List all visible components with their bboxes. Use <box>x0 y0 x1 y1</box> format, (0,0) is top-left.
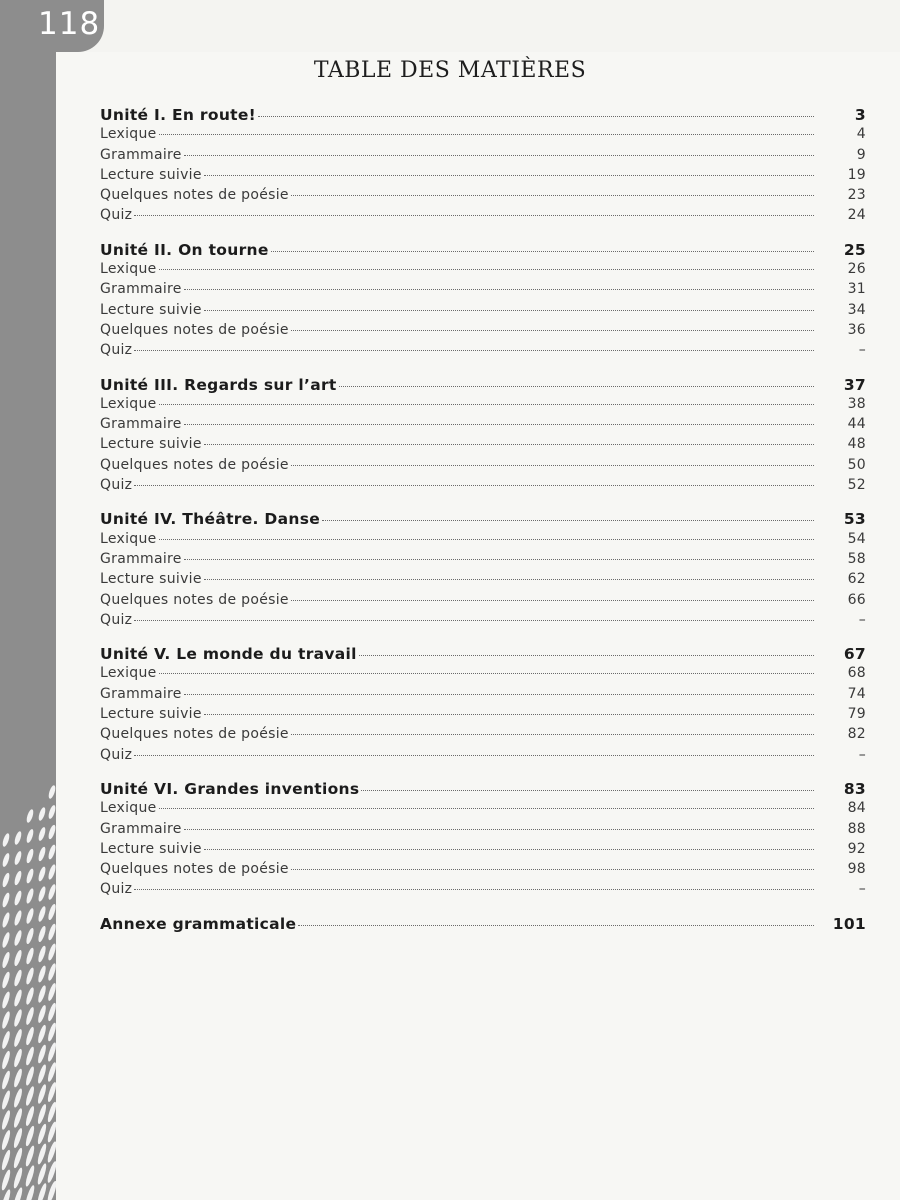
decorative-dot <box>47 1002 56 1022</box>
toc-page-number: 101 <box>832 914 866 933</box>
toc-entry-label: Quelques notes de poésie <box>100 726 289 743</box>
toc-entry-label: Grammaire <box>100 146 182 163</box>
toc-page-number: 82 <box>847 726 866 743</box>
toc-entry[interactable] <box>100 457 866 477</box>
toc-page-number: 98 <box>847 861 866 878</box>
decorative-dot <box>24 1066 35 1087</box>
dot-leader <box>159 403 814 405</box>
toc-entry[interactable] <box>100 147 866 167</box>
toc-unit-1 <box>100 106 866 228</box>
toc-entry[interactable] <box>100 592 866 612</box>
table-of-contents <box>100 106 866 948</box>
toc-entry[interactable] <box>100 416 866 436</box>
decorative-dot <box>12 1088 23 1109</box>
decorative-dot <box>24 1184 36 1200</box>
toc-entry-label: Quelques notes de poésie <box>100 591 289 608</box>
toc-entry-label: Lexique <box>100 665 157 682</box>
dot-leader <box>184 288 814 290</box>
toc-unit-2 <box>100 241 866 363</box>
decorative-dot <box>24 1105 35 1126</box>
decorative-dot <box>25 888 35 905</box>
toc-page-number: 26 <box>847 261 866 278</box>
toc-page-number: 79 <box>847 706 866 723</box>
decorative-dot <box>47 883 56 900</box>
toc-entry[interactable] <box>100 281 866 301</box>
toc-heading-label: Unité I. En route! <box>100 106 257 124</box>
decorative-dot <box>47 923 56 941</box>
toc-heading-label: Unité III. Regards sur l’art <box>100 375 337 394</box>
toc-entry[interactable] <box>100 612 866 632</box>
toc-page-number: 9 <box>856 146 866 163</box>
toc-page-number: 48 <box>847 436 866 453</box>
dot-leader <box>298 924 814 926</box>
decorative-dot <box>47 1022 56 1042</box>
decorative-dot <box>25 848 35 864</box>
toc-entry-label: Quiz <box>100 207 133 224</box>
toc-entry[interactable] <box>100 126 866 146</box>
toc-entry-label: Lecture suivie <box>100 571 202 588</box>
dot-leader <box>359 654 814 656</box>
toc-page-number: 36 <box>847 321 866 338</box>
toc-entry[interactable] <box>100 726 866 746</box>
decorative-dot <box>13 1048 24 1068</box>
decorative-dot <box>37 1004 48 1023</box>
toc-page-number: 38 <box>847 395 866 412</box>
decorative-dot <box>24 1165 36 1188</box>
decorative-dot <box>1 971 11 989</box>
dot-leader <box>159 133 814 135</box>
toc-entry[interactable] <box>100 187 866 207</box>
toc-page-number: – <box>858 342 866 359</box>
decorative-dot <box>1 931 11 948</box>
toc-page-number: – <box>858 611 866 628</box>
decorative-dot <box>47 963 56 982</box>
decorative-dot <box>13 831 22 846</box>
toc-entry-label: Grammaire <box>100 550 182 567</box>
toc-entry-label: Quelques notes de poésie <box>100 187 289 204</box>
decorative-dot <box>12 1147 24 1169</box>
toc-page-number: 54 <box>847 530 866 547</box>
toc-heading-label: Unité IV. Théâtre. Danse <box>100 510 321 529</box>
toc-page-number: 88 <box>847 820 866 837</box>
toc-entry-label: Lexique <box>100 530 157 547</box>
toc-entry-label: Lexique <box>100 395 157 412</box>
decorative-dot <box>47 824 56 840</box>
decorative-dot <box>46 1101 56 1123</box>
decorative-dot <box>13 870 23 886</box>
toc-entry-label: Quiz <box>100 881 133 898</box>
decorative-dot <box>1 951 11 969</box>
toc-page-number: 3 <box>854 106 866 124</box>
toc-unit-heading[interactable] <box>100 106 866 126</box>
toc-unit-heading[interactable] <box>100 241 866 261</box>
dot-leader <box>134 484 814 486</box>
dot-leader <box>291 733 814 735</box>
dot-leader <box>134 349 814 351</box>
decorative-dot <box>36 1084 47 1105</box>
toc-entry[interactable] <box>100 436 866 456</box>
toc-entry[interactable] <box>100 531 866 551</box>
decorative-dot <box>25 907 35 924</box>
decorative-dot <box>37 886 47 903</box>
toc-unit-heading[interactable] <box>100 645 866 665</box>
dot-leader <box>204 848 814 850</box>
toc-entry-label: Quelques notes de poésie <box>100 321 289 338</box>
decorative-dot <box>25 1046 36 1066</box>
toc-page-number: 4 <box>856 126 866 143</box>
decorative-dot <box>36 1143 48 1165</box>
toc-entry-label: Quiz <box>100 611 133 628</box>
decorative-dot <box>25 809 34 824</box>
toc-entry[interactable] <box>100 571 866 591</box>
dot-leader <box>322 519 814 521</box>
dot-leader <box>184 693 814 695</box>
toc-entry-label: Grammaire <box>100 685 182 702</box>
decorative-dot <box>25 987 36 1006</box>
toc-heading-label: Annexe grammaticale <box>100 914 297 933</box>
decorative-dot <box>13 910 23 927</box>
decorative-dot <box>0 1129 11 1150</box>
dot-leader <box>134 888 814 890</box>
dot-leader <box>134 754 814 756</box>
decorative-dot <box>13 1009 24 1028</box>
decorative-dot <box>13 989 23 1007</box>
toc-entry-label: Grammaire <box>100 820 182 837</box>
decorative-dot <box>1 852 10 867</box>
toc-annexe-heading[interactable] <box>100 915 866 935</box>
toc-page-number: 58 <box>847 550 866 567</box>
dot-leader <box>204 443 814 445</box>
decorative-dot <box>12 1167 24 1189</box>
decorative-dot <box>37 1044 48 1064</box>
toc-entry-label: Grammaire <box>100 281 182 298</box>
toc-page-number: 19 <box>847 166 866 183</box>
decorative-dot <box>47 785 56 800</box>
toc-page-number: 74 <box>847 685 866 702</box>
dot-leader <box>159 807 814 809</box>
decorative-dot-pattern <box>0 760 56 1200</box>
dot-leader <box>258 115 814 117</box>
decorative-dot <box>46 1081 56 1102</box>
dot-leader <box>184 828 814 830</box>
decorative-dot <box>36 1103 47 1124</box>
toc-heading-label: Unité VI. Grandes inventions <box>100 779 360 798</box>
toc-heading-label: Unité II. On tourne <box>100 240 269 259</box>
toc-unit-3 <box>100 376 866 498</box>
decorative-dot <box>47 943 56 961</box>
decorative-dot <box>13 1068 24 1088</box>
decorative-dot <box>46 1180 56 1200</box>
toc-entry[interactable] <box>100 706 866 726</box>
dot-leader <box>291 868 814 870</box>
dot-leader <box>159 538 814 540</box>
decorative-dot <box>0 1110 11 1131</box>
toc-page-number: 67 <box>843 645 866 664</box>
toc-page-number: 66 <box>847 591 866 608</box>
decorative-dot <box>25 1006 36 1025</box>
toc-entry-label: Quiz <box>100 342 133 359</box>
dot-leader <box>204 578 814 580</box>
decorative-dot <box>1 1070 12 1090</box>
dot-leader <box>204 713 814 715</box>
decorative-dot <box>1 833 10 848</box>
toc-page-number: 62 <box>847 571 866 588</box>
toc-entry[interactable] <box>100 261 866 281</box>
toc-entry-label: Quiz <box>100 746 133 763</box>
toc-page-number: 25 <box>843 240 866 259</box>
toc-entry[interactable] <box>100 167 866 187</box>
decorative-dot <box>37 807 46 822</box>
toc-page-number: 52 <box>847 477 866 494</box>
toc-unit-5 <box>100 645 866 767</box>
decorative-dot <box>13 949 23 967</box>
toc-entry[interactable] <box>100 861 866 881</box>
decorative-dot <box>25 868 35 884</box>
decorative-dot <box>13 1028 24 1047</box>
decorative-dot <box>13 850 22 865</box>
decorative-dot <box>47 982 56 1001</box>
dot-leader <box>339 385 814 387</box>
dot-leader <box>291 194 814 196</box>
decorative-dot <box>46 1121 56 1143</box>
toc-entry-label: Lecture suivie <box>100 706 202 723</box>
toc-unit-6 <box>100 780 866 902</box>
decorative-dot <box>1 872 11 888</box>
decorative-dot <box>25 1026 36 1046</box>
decorative-dot <box>24 1145 36 1167</box>
decorative-dot <box>12 1108 23 1129</box>
toc-page-number: 92 <box>847 840 866 857</box>
toc-entry[interactable] <box>100 322 866 342</box>
toc-unit-heading[interactable] <box>100 376 866 396</box>
toc-unit-4 <box>100 510 866 632</box>
toc-page-number: 31 <box>847 281 866 298</box>
decorative-dot <box>46 1042 56 1063</box>
toc-entry[interactable] <box>100 207 866 227</box>
decorative-dot <box>37 846 47 862</box>
decorative-dot <box>24 1125 36 1147</box>
decorative-dot <box>37 965 47 983</box>
toc-entry[interactable] <box>100 551 866 571</box>
decorative-dot <box>25 927 35 945</box>
decorative-dot <box>47 864 56 881</box>
dot-leader <box>361 789 814 791</box>
dot-leader <box>184 558 814 560</box>
decorative-dot <box>1 1050 12 1070</box>
decorative-dot <box>1 892 11 908</box>
decorative-dot <box>46 1160 56 1183</box>
toc-page-number: 50 <box>847 456 866 473</box>
toc-entry-label: Quelques notes de poésie <box>100 861 289 878</box>
decorative-dot <box>24 1086 35 1107</box>
dot-leader <box>134 214 814 216</box>
decorative-dot <box>37 945 47 963</box>
decorative-dot <box>1 1030 12 1049</box>
dot-leader <box>184 154 814 156</box>
toc-page-number: – <box>858 746 866 763</box>
toc-entry[interactable] <box>100 881 866 901</box>
page-number: 118 <box>38 6 101 42</box>
dot-leader <box>291 599 814 601</box>
toc-entry[interactable] <box>100 747 866 767</box>
toc-entry-label: Lecture suivie <box>100 840 202 857</box>
toc-page-number: 68 <box>847 665 866 682</box>
decorative-dot <box>47 804 56 819</box>
toc-entry-label: Lecture suivie <box>100 301 202 318</box>
toc-page-number: 53 <box>843 510 866 529</box>
dot-leader <box>159 672 814 674</box>
decorative-dot <box>1 1011 12 1030</box>
toc-page-number: 23 <box>847 187 866 204</box>
decorative-dot <box>36 1064 47 1085</box>
decorative-dot <box>36 1182 48 1200</box>
decorative-dot <box>46 1141 56 1164</box>
decorative-dot <box>12 1127 23 1148</box>
decorative-dot <box>0 1149 12 1171</box>
decorative-dot <box>13 969 23 987</box>
decorative-dot <box>0 1189 12 1200</box>
decorative-dot <box>37 826 46 841</box>
toc-entry[interactable] <box>100 396 866 416</box>
decorative-dot <box>46 1062 56 1083</box>
toc-page-number: 44 <box>847 416 866 433</box>
decorative-dot <box>1 912 11 929</box>
decorative-dot <box>37 1024 48 1044</box>
dot-leader <box>134 619 814 621</box>
decorative-dot <box>47 844 56 860</box>
decorative-dot <box>36 1123 48 1145</box>
toc-entry-label: Lecture suivie <box>100 436 202 453</box>
dot-leader <box>159 268 814 270</box>
dot-leader <box>204 174 814 176</box>
toc-heading-label: Unité V. Le monde du travail <box>100 645 357 664</box>
toc-entry[interactable] <box>100 841 866 861</box>
dot-leader <box>204 309 814 311</box>
decorative-dot <box>47 903 56 921</box>
toc-page-number: 24 <box>847 207 866 224</box>
toc-unit-heading[interactable] <box>100 780 866 800</box>
decorative-dot <box>37 905 47 922</box>
toc-unit-heading[interactable] <box>100 510 866 530</box>
decorative-dot <box>25 828 34 843</box>
decorative-dot <box>25 947 35 965</box>
toc-entry-label: Quelques notes de poésie <box>100 456 289 473</box>
toc-entry-label: Grammaire <box>100 416 182 433</box>
decorative-dot <box>25 967 35 985</box>
dot-leader <box>184 423 814 425</box>
toc-entry[interactable] <box>100 800 866 820</box>
toc-page-number: 37 <box>843 375 866 394</box>
toc-entry[interactable] <box>100 665 866 685</box>
toc-page-number: 84 <box>847 800 866 817</box>
toc-entry[interactable] <box>100 342 866 362</box>
decorative-dot <box>0 1090 11 1111</box>
decorative-dot <box>13 890 23 906</box>
dot-leader <box>291 464 814 466</box>
page-title: TABLE DES MATIÈRES <box>313 58 587 83</box>
decorative-dot <box>0 1169 12 1191</box>
toc-page-number: 34 <box>847 301 866 318</box>
decorative-dot <box>1 991 11 1009</box>
decorative-dot <box>13 929 23 946</box>
toc-entry-label: Quiz <box>100 477 133 494</box>
dot-leader <box>271 250 814 252</box>
decorative-dot <box>36 1163 48 1186</box>
decorative-dot <box>12 1187 24 1200</box>
toc-page-number: 83 <box>843 779 866 798</box>
toc-entry[interactable] <box>100 686 866 706</box>
toc-entry-label: Lexique <box>100 126 157 143</box>
decorative-dot <box>37 866 47 882</box>
decorative-dot <box>37 925 47 943</box>
decorative-dot <box>37 985 48 1004</box>
toc-entry[interactable] <box>100 477 866 497</box>
toc-annexe <box>100 915 866 935</box>
toc-page-number: – <box>858 881 866 898</box>
toc-entry[interactable] <box>100 821 866 841</box>
toc-entry-label: Lexique <box>100 261 157 278</box>
toc-entry-label: Lexique <box>100 800 157 817</box>
toc-entry[interactable] <box>100 302 866 322</box>
dot-leader <box>291 329 814 331</box>
toc-entry-label: Lecture suivie <box>100 166 202 183</box>
